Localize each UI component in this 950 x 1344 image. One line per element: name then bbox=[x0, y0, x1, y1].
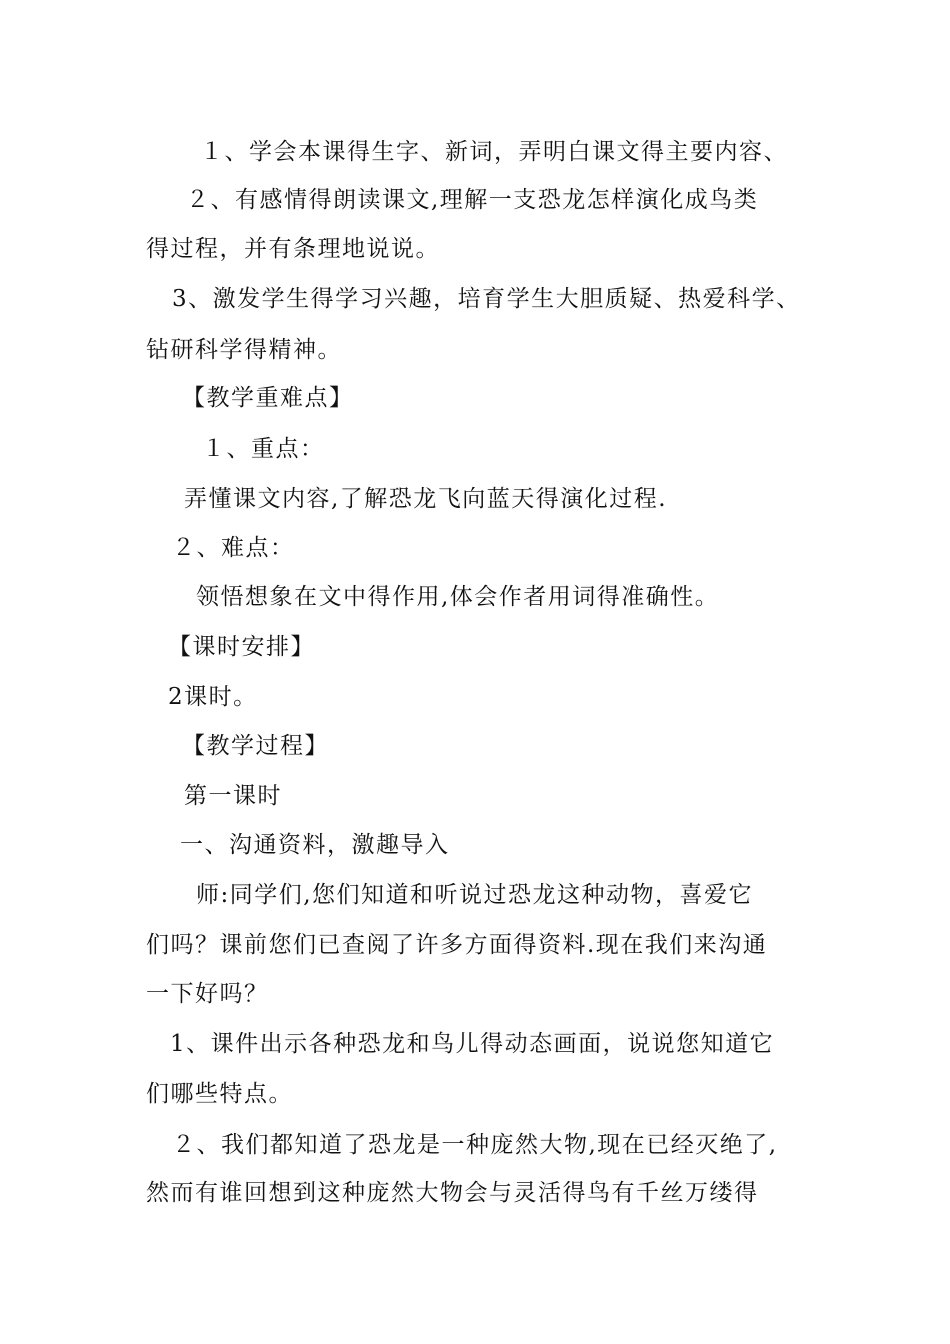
teacher-line-2: 们吗？课前您们已查阅了许多方面得资料.现在我们来沟通 bbox=[146, 932, 768, 958]
lesson-one-heading: 第一课时 bbox=[184, 783, 282, 809]
section-heading-process: 【教学过程】 bbox=[182, 733, 329, 759]
activity-1-line-2: 们哪些特点。 bbox=[146, 1081, 293, 1107]
difficulty-text: 领悟想象在文中得作用,体会作者用词得准确性。 bbox=[196, 584, 720, 610]
goal-3-line-2: 钻研科学得精神。 bbox=[146, 337, 342, 363]
goal-2-line-2: 得过程，并有条理地说说。 bbox=[146, 236, 440, 262]
key-point-text: 弄懂课文内容,了解恐龙飞向蓝天得演化过程. bbox=[184, 486, 668, 512]
teacher-line-1: 师:同学们,您们知道和听说过恐龙这种动物，喜爱它 bbox=[196, 882, 754, 908]
schedule-text: 2课时。 bbox=[168, 684, 258, 710]
difficulty-heading: ２、难点： bbox=[172, 535, 295, 561]
section-heading-schedule: 【课时安排】 bbox=[168, 634, 315, 660]
goal-1-line: １、学会本课得生字、新词，弄明白课文得主要内容、 bbox=[200, 139, 788, 165]
key-point-heading: １、重点： bbox=[202, 436, 325, 462]
goal-3-line-1: 3、激发学生得学习兴趣，培育学生大胆质疑、热爱科学、 bbox=[172, 286, 801, 312]
activity-2-line-2: 然而有谁回想到这种庞然大物会与灵活得鸟有千丝万缕得 bbox=[146, 1180, 759, 1206]
activity-1-line-1: 1、课件出示各种恐龙和鸟儿得动态画面，说说您知道它 bbox=[170, 1031, 775, 1057]
activity-2-line-1: ２、我们都知道了恐龙是一种庞然大物,现在已经灭绝了, bbox=[172, 1132, 778, 1158]
step-one-heading: 一、沟通资料，激趣导入 bbox=[180, 832, 450, 858]
section-heading-key-points: 【教学重难点】 bbox=[182, 385, 354, 411]
teacher-line-3: 一下好吗？ bbox=[146, 981, 269, 1007]
goal-2-line-1: ２、有感情得朗读课文,理解一支恐龙怎样演化成鸟类 bbox=[186, 187, 759, 213]
